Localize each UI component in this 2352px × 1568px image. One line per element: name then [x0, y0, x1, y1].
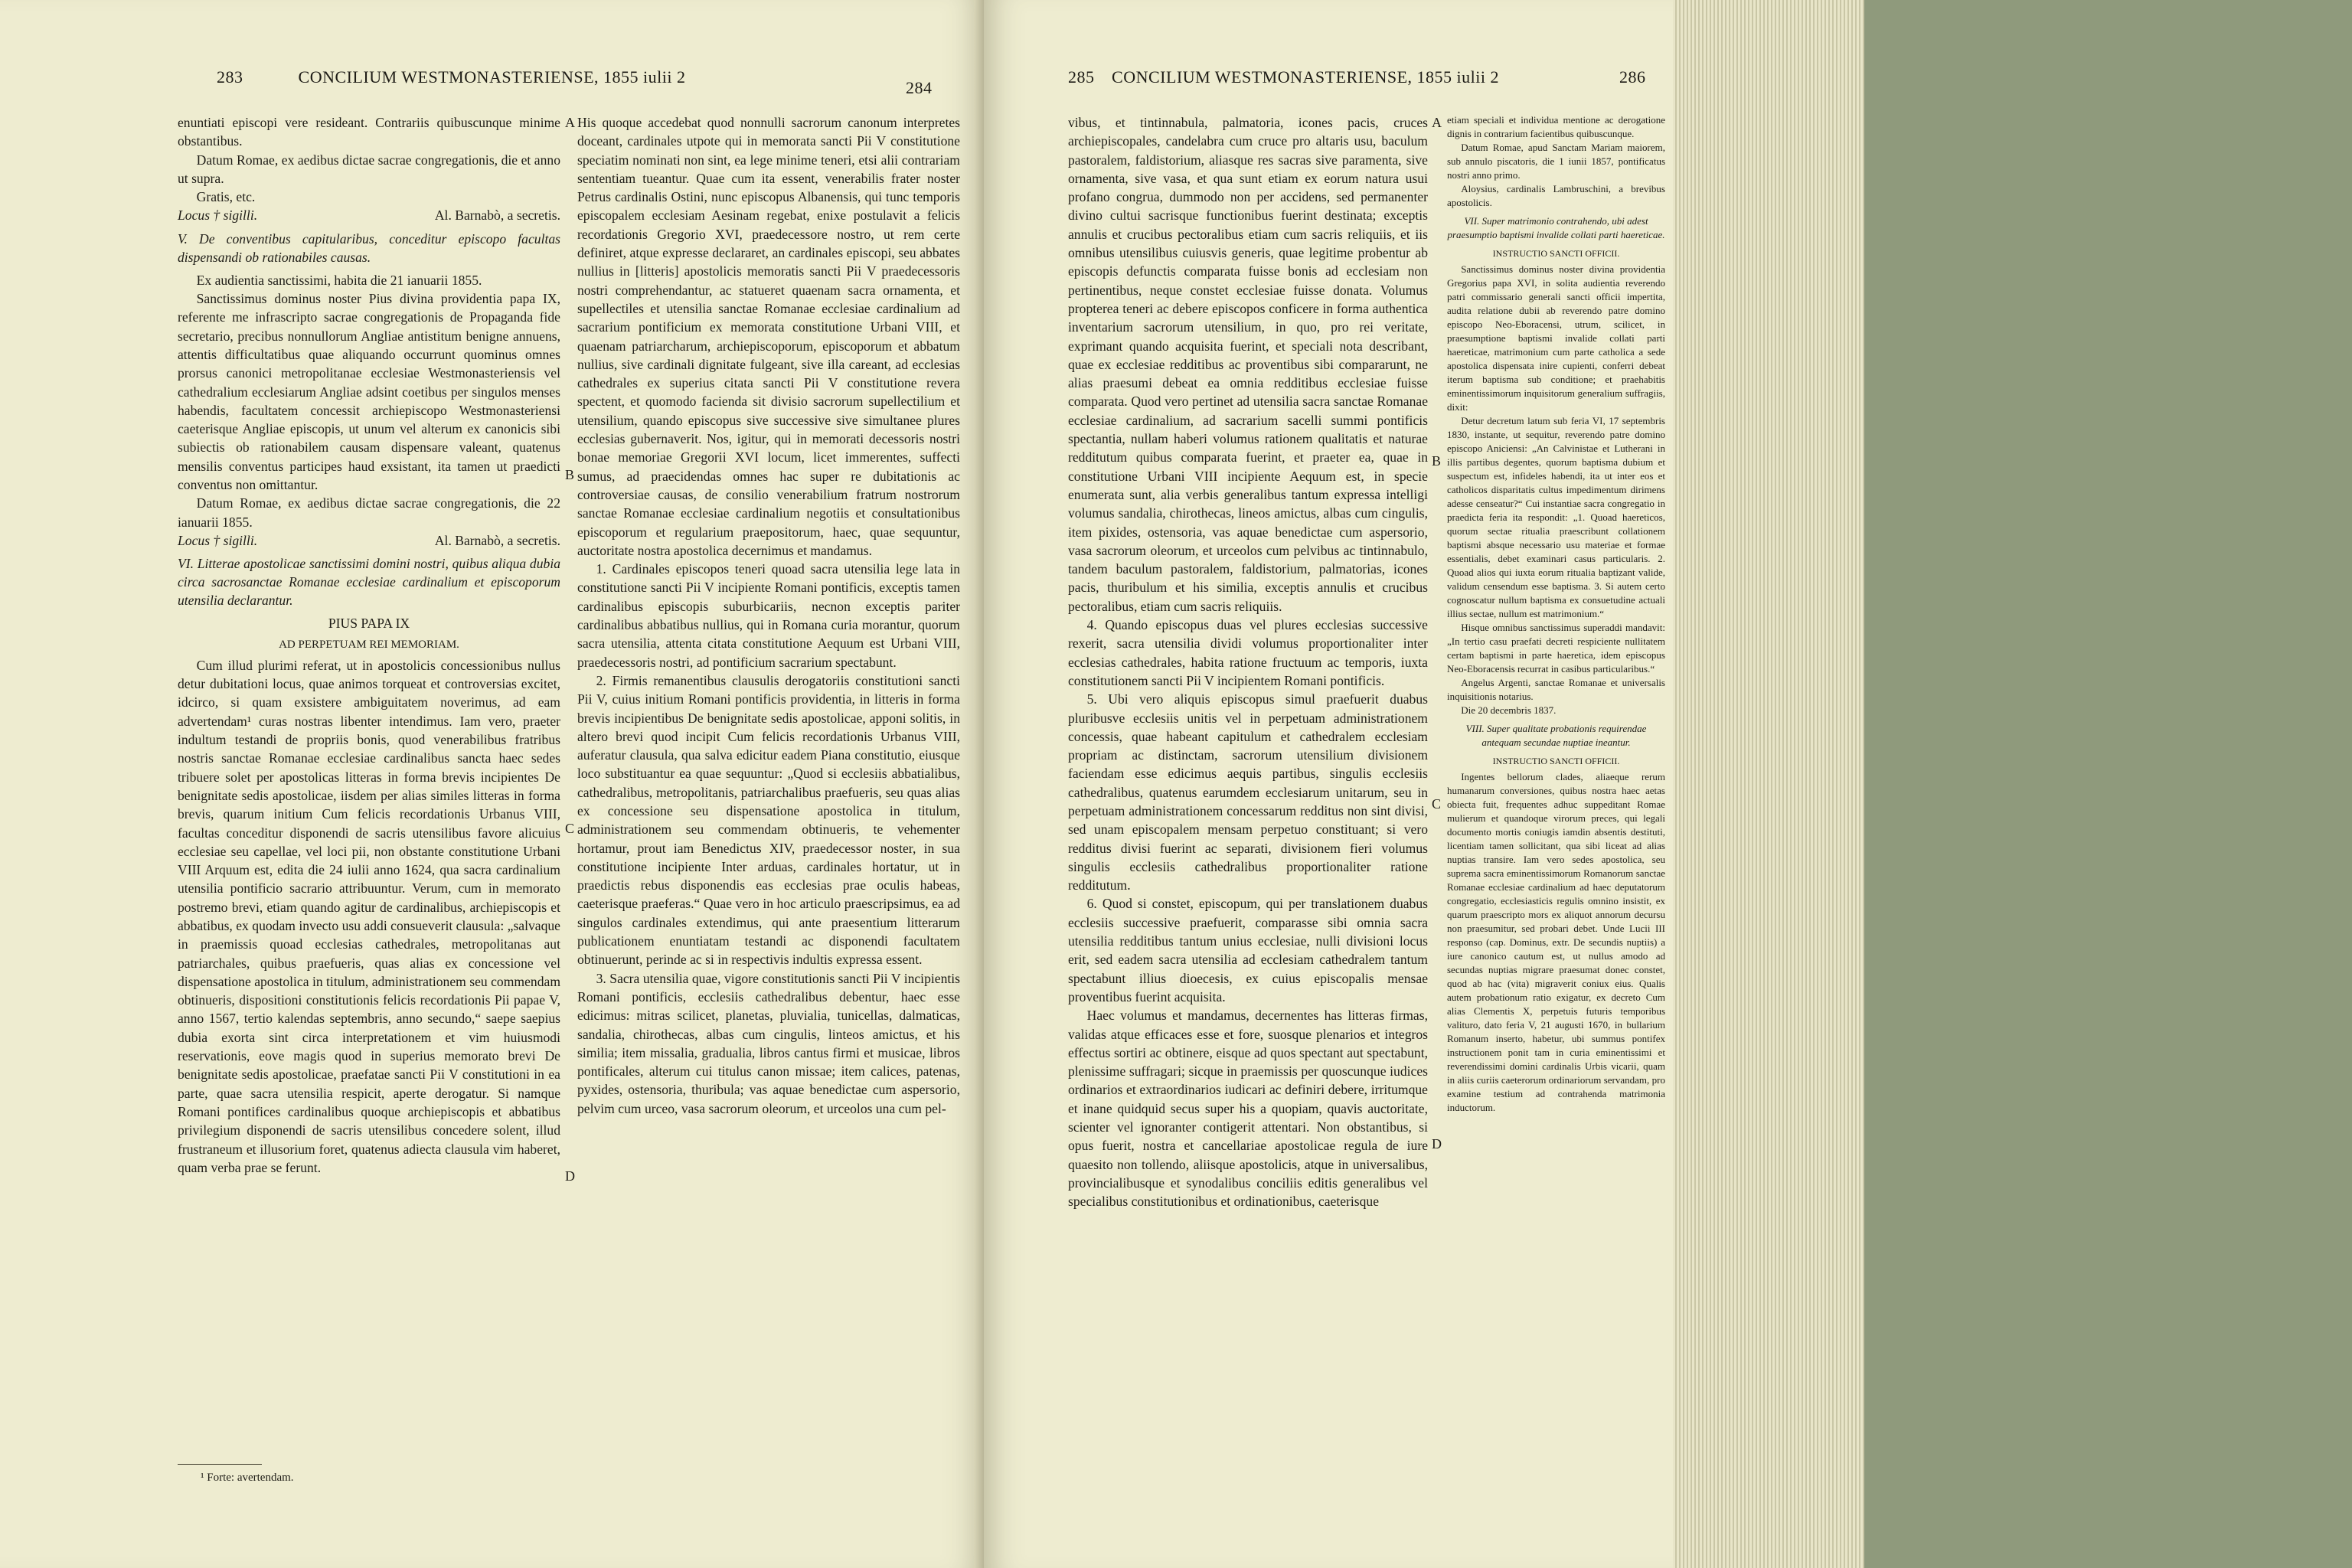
col4-p3: Aloysius, cardinalis Lambruschini, a brevibus apostolicis. — [1447, 183, 1665, 208]
col4-p7: Angelus Argenti, sanctae Romanae et universalis inquisitionis notarius. — [1447, 677, 1665, 702]
column-2 — [577, 113, 960, 1118]
instructio-1: INSTRUCTIO SANCTI OFFICII. — [1492, 248, 1620, 259]
page-number-284: 284 — [906, 78, 933, 97]
col1-p6: Datum Romae, ex aedibus dictae sacrae congregationis, die 22 ianuarii 1855. — [178, 495, 560, 530]
instructio-2: INSTRUCTIO SANCTI OFFICII. — [1492, 756, 1620, 766]
column-4 — [1447, 113, 1665, 1115]
col4-p6: Hisque omnibus sanctissimus superaddi mandavit: „In tertio casu praefati decreti respiciente nullitatem certam baptismi in parte haeretica, idem episcopus Neo-Eboracensis recurrat in casibus particularibus.“ — [1447, 622, 1665, 675]
ad-perpetuam: AD PERPETUAM REI MEMORIAM. — [279, 638, 459, 651]
right-running-header — [984, 67, 1673, 98]
col2-p3: 2. Firmis remanentibus clausulis derogatoriis constitutioni sancti Pii V, cuius initium Romani pontificis providentia, in litteris in forma brevis incipientibus De benignitate sedis apostolicae, apponi solitis, in altero brevi quod incipit Cum felicis recordationis Urbanus VIII, auferatur clausula, qua salva edicitur eadem Piana constitutio, eiusque loco substituantur ea quae sequuntur: „Quod si ecclesiis abbatialibus, cathedralibus, metropolitanis, patriarchalibus praefueris, seu quas alias ex concessione seu dispensatione apostolica in titulum, administrationem seu commendam obtinueris, te vehementer hortamur, prout iam Benedictus XIV, praedecessor noster, in sua constitutione incipiente Inter arduas, cardinales hortatur, ut in praedictis rebus disponendis eas ecclesias prae oculis habeas, caeterisque praeferas.“ Quae vero in hoc articulo praescripsimus, ea ad singulos cardinales extendimus, qui ante praesentium litterarum publicationem enuntiatam testandi ac disponendi facultatem obtinuerunt, perinde ac si in respectivis indultis expressa essent. — [577, 672, 960, 968]
section-viii-heading: VIII. Super qualitate probationis requirendae antequam secundae nuptiae ineantur. — [1465, 723, 1647, 748]
col1-p5: Sanctissimus dominus noster Pius divina providentia papa IX, referente me infrascripto sacrae congregationis de Propaganda fide secretario, precibus nonnullorum Angliae antistitum benigne annuens, attentis difficultatibus quae aliquando occurrunt quominus omnes prorsus canonici metropolitanae ecclesiae Westmonasteriensis vel cathedralium ecclesiarum Angliae adsint coetibus per singulos menses habendis, facultatem concessit archiepiscopo Westmonasteriensi caeterisque Angliae episcopis, ut unum vel alterum ex canonicis sibi subiectis ob rationabilem causam dispensare valeant, quatenus mensilis conventus participes haud exsistant, ita tamen ut praedicti conventus non omittantur. — [178, 291, 560, 493]
section-v-heading: V. De conventibus capitularibus, conceditur episcopo facultas dispensandi ob rationabiles causas. — [178, 230, 560, 265]
col1-p7: Cum illud plurimi referat, ut in apostolicis concessionibus nullus detur dubitationi locus, quae animos torqueat et controversias excitet, idcirco, si quam exsistere ambiguitatem noverimus, ad eam advertendam¹ curas nostras libenter intendimus. Iam vero, praeter indultum testandi de propriis bonis, quod venerabilibus fratribus nostris sanctae Romanae ecclesiae cardinalibus sancta haec sedes tribuere solet per apostolicas litteras in forma brevis incipientes De benignitate sedis apostolicae, iisdem per alias similes litteras in forma brevis, quarum initium Cum felicis recordationis Urbanus VIII, facultas conceditur disponendi de sacris utensilibus favore alicuius ecclesiae seu capellae, vel loci pii, non obstante constitutione Urbani VIII Arquum est, edita die 24 iulii anno 1624, qua sacra cardinalium utensilia pontificio sacrario attribuuntur. Verum, cum in memorato postremo brevi, etiam quando agitur de cardinalibus, archiepiscopis et abbatibus, ex quodam invecto usu addi consueverit clausula: „salvaque in praemissis quoad ecclesias cathedrales, metropolitanas aut patriarchales, quibus praefueris, quas alias ex concessione vel dispensatione apostolica in titulum, administrationem seu commendam obtinueris, dispositioni constitutionis felicis recordationis Pii papae V, anno 1567, tertio kalendas septembris, anno secundo,“ saepe saepius dubia exorta sint circa interpretationem et vim huiusmodi reservationis, eove magis quod in superius memorato brevi De benignitate sedis apostolicae, praefatae sancti Pii V constitutioni in ea parte, quae sacra utensilia respicit, aperte derogatur. Si namque Romani pontifices cardinalibus quoque archiepiscopis et abbatibus privilegium disponendi de sacris utensilibus concedere solent, illud frustraneum et illusorium foret, quatenus adiecta clausula vim haberet, quam verba prae se ferunt. — [178, 657, 560, 1175]
page-number-285: 285 — [1068, 67, 1095, 87]
section-vi-heading: VI. Litterae apostolicae sanctissimi domini nostri, quibus aliqua dubia circa sacrosanctae Romanae ecclesiae cardinalium et episcoporum utensilia declarantur. — [178, 556, 560, 609]
col3-p3: 5. Ubi vero aliquis episcopus simul praefuerit duabus pluribusve ecclesiis unitis vel in perpetuam administrationem concessis, quae habeant capitulum et cathedralem ecclesiam propriam ac distinctam, sacrorum utensilium divisionem faciendam esse edicimus aequis partibus, singulis ecclesiis cathedralibus, quatenus earumdem ecclesiarum unitarum, seu in perpetuam administrationem concessarum redditus non sint divisi, sed unam episcopalem mensam perpetuo constituant; si vero redditus divisi fuerint ac separati, divisionem fieri volumus singulis ecclesiis cathedralibus proportionaliter ratione redditutum. — [1068, 691, 1428, 893]
signature-2 — [178, 531, 560, 550]
margin-letter-c: C — [565, 821, 575, 836]
col1-p2: Datum Romae, ex aedibus dictae sacrae congregationis, die et anno ut supra. — [178, 152, 560, 186]
secretary-1: Al. Barnabò, a secretis. — [434, 207, 560, 224]
col2-p4: 3. Sacra utensilia quae, vigore constitutionis sancti Pii V incipientis Romani pontificis, ecclesiis cathedralibus debentur, haec esse edicimus: mitras scilicet, planetas, pluvialia, tunicellas, dalmaticas, sandalia, chirothecas, albas cum cingulis, linteos amictus, et his similia; item missalia, gradualia, libros cantus firmi et musicae, libros pontificales, alterum cui titulus canon missae; item calices, patenas, pyxides, ostensoria, thuribula; vas aquae benedictae cum aspersorio, pelvim cum urceo, vasa sacrorum oleorum, et urceolos una cum pel- — [577, 970, 960, 1116]
col4-p2: Datum Romae, apud Sanctam Mariam maiorem, sub annulo piscatoris, die 1 iunii 1857, pontificatus nostri anno primo. — [1447, 142, 1665, 181]
col3-p4: 6. Quod si constet, episcopum, qui per translationem duabus ecclesiis successive praefuerit, comparasse sibi omnia sacra utensilia redditibus tantum unius ecclesiae, nulli divisioni locus erit, sed eadem sacra utensilia ad ecclesiam cathedralem tantum spectabunt illius dioecesis, ex cuius episcopalis mensae proventibus fuerint acquisita. — [1068, 896, 1428, 1004]
margin-letter-d-right: D — [1432, 1136, 1442, 1152]
page-number-286: 286 — [1619, 67, 1646, 87]
margin-letter-b-right: B — [1432, 453, 1442, 469]
col4-p9: Ingentes bellorum clades, aliaeque rerum humanarum conversiones, quibus nostra haec aetas obiecta fuit, frequentes adhuc suppeditant Romae mulierum et quandoque virorum preces, qui legali documento mortis coniugis iamdin absentis destituti, licentiam tamen sollicitant, qua sibi liceat ad alias nuptias transire. Iam vero sedes apostolica, seu suprema sacra eminentissimorum Romanorum sanctae Romanae ecclesiae cardinalium ad haec deputatorum congregatio, ecclesiasticis regulis omnino insistit, ex quarum praescripto mors ex aliquot annorum decursu non praesumitur, sed probari debet. Unde Lucii III responso (cap. Dominus, extr. De secundis nuptiis) a iure canonico cautum est, ut nullus amodo ad secundas nuptias migrare praesumat donec constet, quod ab hac (vita) migraverit coniux eius. Qualis autem probationum ratio exigatur, ex decreto Cum alias Clementis X, perpetuis futuris temporibus valituro, dato feria V, 21 augusti 1670, in bullarium Romanum inserto, habetur, ubi summus pontifex instructionem ponit tam in curia eminentissimi et reverendissimi domini cardinalis Urbis vicarii, quam in aliis curiis caeterorum ordinariorum servandam, pro examine testium ad contrahenda matrimonia inductorum. — [1447, 771, 1665, 1113]
book-page-edges — [1673, 0, 1864, 1568]
left-page — [0, 0, 984, 1568]
col4-p1: etiam speciali et individua mentione ac derogatione dignis in contrarium facientibus quibuscunque. — [1447, 114, 1665, 139]
footnote: ¹ Forte: avertendam. — [201, 1472, 294, 1484]
col3-p1: vibus, et tintinnabula, palmatoria, icones pacis, cruces archiepiscopales, candelabra cum cruce pro altaris usu, baculum pastoralem, faldistorium, aliasque res sacras sive paramenta, sive ornamenta, sive vasa, et qua sunt etiam ex eorum natura usui profano congrua, dummodo non per accidens, sed permanenter divino cultui sacrisque functionibus fuerint destinata; exceptis annulis et crucibus pectoralibus etiam cum sacris reliquiis, et iis omnibus utensilibus cuiusvis generis, quae legitime probentur ab episcopis defunctis comparata fuisse bonis ad ecclesiam non pertinentibus, neque constet ecclesiae fuisse donata. Volumus propterea teneri ac debere episcopos conficere in forma authentica inventarium sacrorum utensilium, in quo, pro rei veritate, exprimant quando acquisita fuerint, et speciali nota describant, quae ex ecclesiae redditibus ac proventibus sibi compararunt, ne alias praesumi debeat ea omnia redditibus ecclesiae fuisse comparata. Quod vero pertinet ad utensilia sacra sanctae Romanae ecclesiae cardinalium, ad sacrarium sacelli summi pontificis spectantia, nullam haberi volumus rationem qualitatis et naturae redditutum quibus comparata fuerint, et praeter ea, quae in constitutione Urbani VIII incipiente Aequum est, in specie enumerata sunt, alia verbis generalibus tantum expressa intelligi volumus sandalia, chirothecas, lineos amictus, albas cum cingulis, item pixides, ostensoria, vas aquae benedictae cum aspersorio, vasa sacrorum oleorum, et urceolos cum pelvibus ac tintinnabulo, tandem baculum pastoralem, faldistorium, palmatorias, icones pacis, thuribulum et his similia, exceptis annulis et crucibus pectoralibus, etiam cum sacris reliquiis. — [1068, 115, 1428, 614]
column-3 — [1068, 113, 1428, 1211]
col4-p4: Sanctissimus dominus noster divina providentia Gregorius papa XVI, in solita audientia reverendo patri commissario generali sancti officii impertita, audita relatione dubii ab reverendo patre domino episcopo Neo-Eboracensi, utrum, scilicet, in praesumptione baptismi invalide collati parti haereticae, matrimonium cum parte catholica a sede apostolica dispensata inire cupienti, conferri debeat iterum baptisma sub conditione; et praehabitis eminentissimorum inquisitorum generalium suffragiis, dixit: — [1447, 263, 1665, 413]
left-running-header — [0, 67, 984, 98]
col2-p2: 1. Cardinales episcopos teneri quoad sacra utensilia lege lata in constitutione sancti Pii V incipiente Romani pontificis, exceptis tamen cardinalibus episcopis suburbicariis, necnon exceptis pariter cardinalibus abbatibus nullius, qui in Romana curia morantur, quorum sacra utensilia, attenta citata constitutione Aequum est Urbani VIII, praedecessoris nostri, ad pontificium sacrarium spectabunt. — [577, 561, 960, 670]
col1-p3: Gratis, etc. — [196, 189, 256, 205]
signature-1 — [178, 206, 560, 224]
section-vii-heading: VII. Super matrimonio contrahendo, ubi adest praesumptio baptismi invalide collati parti haereticae. — [1447, 215, 1665, 240]
column-1 — [178, 113, 560, 1177]
right-page — [984, 0, 1673, 1568]
col2-p1: His quoque accedebat quod nonnulli sacrorum canonum interpretes doceant, cardinales utpote qui in memorata sancti Pii V constitutione speciatim nominati non sint, ea lege minime teneri, etsi alii contrariam sententiam tueantur. Quae cum ita essent, venerabilis frater noster Petrus cardinalis Ostini, nunc episcopus Albanensis, qui tunc temporis episcopalem ecclesiam Aesinam regebat, enixe postulavit a felicis recordationis Gregorio XVI, praedecessore nostro, ut rem certe definiret, atque expresse declararet, an cardinales episcopi, seu abbates nullius in [litteris] apostolicis memoratis sancti Pii V praedecessoris nostri comprehendantur, ac statueret quaenam sacra ornamenta, et supellectiles et utensilia sanctae Romanae ecclesiae cardinalium ad sacrarium pontificium ex memorata constitutione Urbani VIII, et quaenam patriarcharum, archiepiscoporum, episcoporum et abbatum nullius, sive cardinali dignitate fulgeant, sive illa careant, ad ecclesias cathedrales ex superius citata sancti Pii V constitutione revera spectent, et quomodo facienda sit divisio sacrorum supellectilium et utensilium, quando episcopus sive successive sive simultanee plures ecclesias gubernaverit. Nos, igitur, qui in memorati decessoris nostri bonae memoriae Gregorii XVI locum, licet immerentes, suffecti sumus, ad praecidendas omnes hac super re dubitationis ac controversiae causas, de consilio venerabilium fratrum nostrorum sanctae Romanae ecclesiae cardinalium negotiis et consultationibus episcoporum et regularium praepositorum, haec, quae sequuntur, auctoritate nostra apostolica decernimus et mandamus. — [577, 115, 960, 558]
secretary-2: Al. Barnabò, a secretis. — [434, 532, 560, 548]
col4-p5: Detur decretum latum sub feria VI, 17 septembris 1830, instante, ut sequitur, reverendo patre domino episcopo Aniciensi: „An Calvinistae et Lutherani in illis partibus degentes, quorum baptisma dubium et suspectum est, infideles habendi, ita ut inter eos et catholicos disparitatis cultus impedimentum dirimens adesse censeatur?“ Cui instantiae sacra congregatio in praedicta feria ita respondit: „1. Quoad haereticos, quorum sectae ritualia praescribunt collationem baptismi absque necessario usu materiae et formae essentialis, debet examinari casus particularis. 2. Quoad alios qui iuxta eorum ritualia baptizant valide, validum censendum esse baptisma. 3. Si autem certo cognoscatur nullum baptisma ex consuetudine actuali illius sectae, nullum est matrimonium.“ — [1447, 415, 1665, 619]
margin-letter-a-right: A — [1432, 115, 1442, 130]
pius-papa-ix: PIUS PAPA IX — [328, 616, 410, 632]
locus-sigilli-2: Locus † sigilli. — [178, 532, 258, 548]
margin-letter-b: B — [565, 467, 575, 482]
col3-p2: 4. Quando episcopus duas vel plures ecclesias successive rexerit, sacra utensilia dividi volumus proportionaliter inter ecclesias cathedrales, habita ratione fructuum ac temporis, iuxta constitutionem sancti Pii V incipientem Romani pontificis. — [1068, 617, 1428, 688]
col4-p8: Die 20 decembris 1837. — [1461, 704, 1557, 716]
locus-sigilli-1: Locus † sigilli. — [178, 207, 258, 224]
footnote-rule — [178, 1464, 262, 1465]
col1-p1: enuntiati episcopi vere resideant. Contrariis quibuscunque minime obstantibus. — [178, 115, 560, 149]
col3-p5: Haec volumus et mandamus, decernentes has litteras firmas, validas atque efficaces esse et fore, suosque plenarios et integros effectus sortiri ac obtinere, eisque ad quos spectant aut spectabunt, plenissime suffragari; sicque in praemissis per quoscunque iudices ordinarios et extraordinarios iudicari ac definiri debere, irritumque et inane quidquid secus super his a quopiam, quavis auctoritate, scienter vel ignoranter contigerit attentari. Non obstantibus, si opus fuerit, nostra et cancellariae apostolicae regula de iure quaesito non tollendo, aliisque apostolicis, atque in universalibus, provincialibusque et synodalibus conciliis editis generalibus vel specialibus constitutionibus et ordinationibus, caeterisque — [1068, 1008, 1428, 1210]
margin-letter-c-right: C — [1432, 796, 1442, 812]
margin-letter-d: D — [565, 1168, 575, 1184]
right-header-title: CONCILIUM WESTMONASTERIENSE, 1855 iulii 2 — [1112, 67, 1499, 87]
margin-letter-a: A — [565, 115, 575, 130]
page-number-283: 283 — [217, 67, 243, 87]
left-header-title: CONCILIUM WESTMONASTERIENSE, 1855 iulii 2 — [298, 67, 686, 87]
col1-p4: Ex audientia sanctissimi, habita die 21 ianuarii 1855. — [196, 272, 482, 288]
